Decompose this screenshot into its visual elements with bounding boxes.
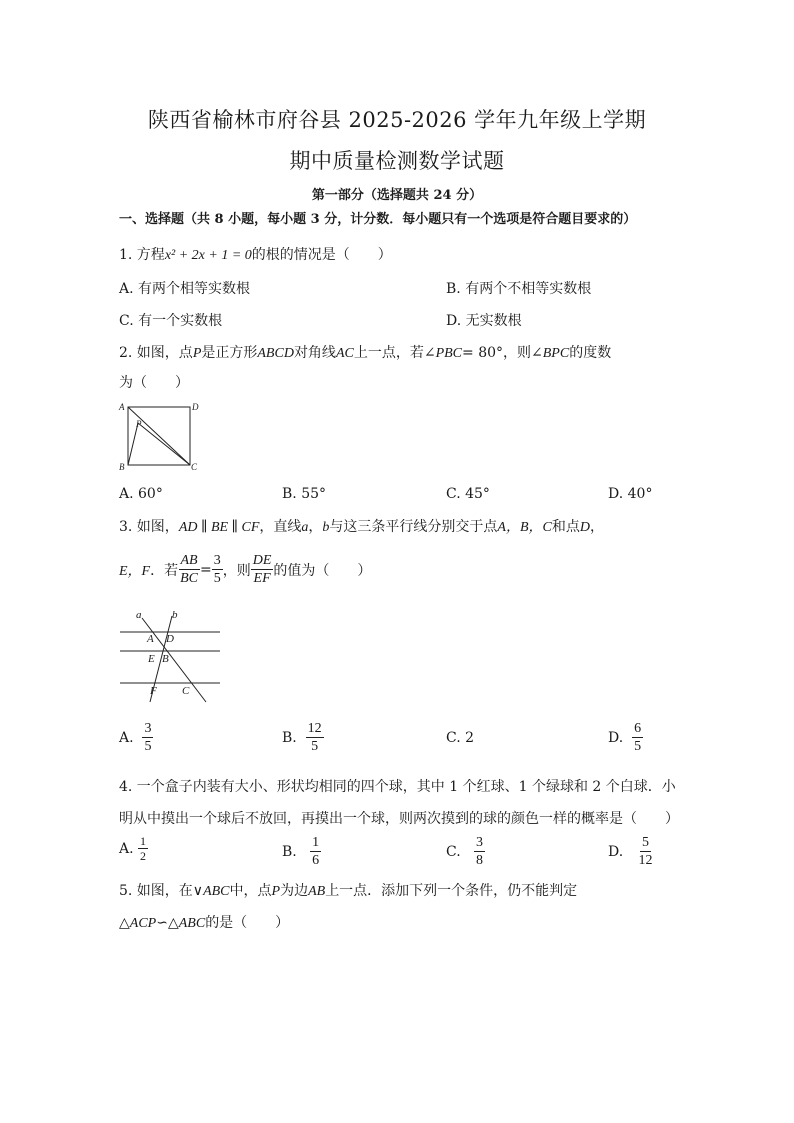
question-4-line2: 明从中摸出一个球后不放回，再摸出一个球，则两次摸到的球的颜色一样的概率是（ ） bbox=[119, 811, 679, 827]
q3-option-a-letter: A. bbox=[119, 729, 134, 746]
label-p: P bbox=[136, 419, 142, 429]
q1-suffix: 的根的情况是（ ） bbox=[251, 247, 392, 263]
q3-line-a: a bbox=[301, 520, 309, 535]
q3-text-g: ．若 bbox=[150, 562, 179, 579]
page-title-line2: 期中质量检测数学试题 bbox=[289, 149, 505, 173]
q4-option-c-frac bbox=[474, 834, 485, 869]
q3-parallel-lines: AD ∥ BE ∥ CF bbox=[178, 520, 260, 535]
q3-text-h: ，则 bbox=[222, 562, 251, 579]
label-d: D bbox=[192, 402, 199, 412]
q3-points-abc: A，B，C bbox=[497, 520, 552, 535]
q5-triangle-abc: ABC bbox=[203, 884, 230, 899]
label-e-point: E bbox=[148, 653, 155, 665]
q5-text-a: 5. 如图，在∨ bbox=[119, 883, 204, 899]
q3-given-num: AB bbox=[180, 553, 198, 568]
question-4-line1: 4. 一个盒子内装有大小、形状均相同的四个球，其中 1 个红球、1 个绿球和 2 个白球．小 bbox=[119, 779, 676, 795]
q5-triangle-acp: ACP bbox=[129, 916, 157, 931]
q3-given-value bbox=[212, 552, 223, 587]
question-5-line2 bbox=[119, 912, 289, 932]
q3-option-d-den: 5 bbox=[634, 739, 642, 754]
q2-text-c: 对角线 bbox=[293, 345, 336, 361]
q3-option-a-num: 3 bbox=[144, 721, 152, 736]
segment-pc bbox=[138, 423, 190, 465]
q4-option-b-num: 1 bbox=[312, 835, 320, 850]
q4-option-c-letter: C. bbox=[446, 843, 461, 860]
q2-text-a: 2. 如图，点 bbox=[119, 345, 193, 361]
q2-square-abcd: ABCD bbox=[257, 346, 294, 361]
q3-text-f: ， bbox=[589, 519, 604, 535]
label-line-a: a bbox=[136, 609, 142, 621]
label-a: A bbox=[119, 402, 125, 412]
question-3-line1 bbox=[119, 516, 604, 536]
q3-option-a[interactable] bbox=[119, 720, 153, 755]
q3-text-b: ，直线 bbox=[259, 519, 302, 535]
label-line-b: b bbox=[172, 609, 178, 621]
q2-angle-bpc: BPC bbox=[542, 346, 570, 361]
q3-option-d-num: 6 bbox=[634, 721, 642, 736]
q5-side-ab: AB bbox=[308, 884, 326, 899]
q5-triangle-abc-2: ABC bbox=[178, 916, 206, 931]
q3-given-ratio bbox=[178, 552, 200, 587]
q4-option-c[interactable] bbox=[446, 834, 485, 869]
q1-option-d[interactable]: D. 无实数根 bbox=[446, 313, 522, 329]
q4-option-c-num: 3 bbox=[476, 835, 484, 850]
segment-bp bbox=[128, 423, 138, 465]
q4-option-d-den: 12 bbox=[638, 853, 653, 868]
q3-text-i: 的值为（ ） bbox=[273, 562, 372, 579]
q2-diagonal-ac: AC bbox=[335, 346, 354, 361]
q4-option-d[interactable] bbox=[608, 834, 655, 869]
q5-point-p: P bbox=[271, 884, 281, 899]
q4-option-b-letter: B. bbox=[282, 843, 297, 860]
label-d-point: D bbox=[166, 633, 174, 645]
q4-option-b-den: 6 bbox=[312, 853, 320, 868]
q4-option-c-den: 8 bbox=[476, 853, 484, 868]
q4-option-a[interactable] bbox=[119, 834, 148, 863]
q2-option-a[interactable]: A. 60° bbox=[119, 486, 163, 502]
q3-ask-ratio bbox=[251, 552, 274, 587]
q3-option-a-frac bbox=[142, 720, 153, 755]
q3-points-ef: E，F bbox=[119, 563, 151, 579]
q3-option-d[interactable] bbox=[608, 720, 643, 755]
label-c: C bbox=[191, 462, 198, 472]
q3-ask-num: DE bbox=[252, 553, 272, 568]
q3-given-value-den: 5 bbox=[213, 571, 221, 586]
q4-option-d-letter: D. bbox=[608, 843, 624, 860]
q3-given-den: BC bbox=[180, 571, 198, 586]
q3-equals: = bbox=[200, 561, 212, 578]
q4-option-d-frac bbox=[637, 834, 655, 869]
q3-text-a: 3. 如图， bbox=[119, 519, 179, 535]
q3-point-d: D bbox=[579, 520, 590, 535]
q1-equation: x² + 2x + 1 = 0 bbox=[164, 248, 252, 263]
label-b-point: B bbox=[162, 653, 169, 665]
q3-text-e: 和点 bbox=[551, 519, 580, 535]
label-c-point: C bbox=[182, 685, 190, 697]
q4-option-a-letter: A. bbox=[119, 840, 134, 857]
question-3-line2 bbox=[119, 552, 371, 587]
q3-parallel-figure bbox=[116, 606, 226, 704]
q3-option-c[interactable]: C. 2 bbox=[446, 730, 475, 746]
part-heading: 第一部分（选择题共 24 分） bbox=[311, 188, 483, 203]
q1-option-c[interactable]: C. 有一个实数根 bbox=[119, 313, 223, 329]
q3-option-b-den: 5 bbox=[311, 739, 319, 754]
q3-text-d: 与这三条平行线分别交于点 bbox=[329, 519, 498, 535]
q5-text-c: 为边 bbox=[280, 883, 309, 899]
q3-option-b-letter: B. bbox=[282, 729, 297, 746]
question-2-line2: 为（ ） bbox=[119, 375, 189, 391]
q3-option-b-frac bbox=[306, 720, 324, 755]
q2-option-c[interactable]: C. 45° bbox=[446, 486, 490, 502]
page-title-line1: 陕西省榆林市府谷县 2025-2026 学年九年级上学期 bbox=[147, 108, 647, 132]
q5-text-g: 的是（ ） bbox=[205, 915, 290, 931]
q4-option-b-frac bbox=[310, 834, 321, 869]
q3-ask-den: EF bbox=[253, 571, 271, 586]
q2-text-e: = 80°，则∠ bbox=[462, 345, 543, 361]
label-f-point: F bbox=[150, 685, 157, 697]
q3-option-a-den: 5 bbox=[144, 739, 152, 754]
q3-given-value-num: 3 bbox=[213, 553, 221, 568]
q2-angle-pbc: PBC bbox=[435, 346, 463, 361]
q4-option-b[interactable] bbox=[282, 834, 321, 869]
label-b: B bbox=[119, 462, 125, 472]
q2-square-figure bbox=[116, 398, 206, 476]
q2-option-d[interactable]: D. 40° bbox=[608, 486, 653, 502]
q2-text-b: 是正方形 bbox=[201, 345, 258, 361]
q4-option-a-den: 2 bbox=[140, 849, 147, 863]
question-2-line1 bbox=[119, 342, 611, 362]
q2-option-b[interactable]: B. 55° bbox=[282, 486, 327, 502]
question-5-line1 bbox=[119, 880, 577, 900]
q5-text-f: ∽△ bbox=[156, 915, 179, 931]
q4-option-a-num: 1 bbox=[140, 834, 147, 848]
section-heading: 一、选择题（共 8 小题，每小题 3 分，计分数．每小题只有一个选项是符合题目要求的） bbox=[119, 212, 637, 227]
q2-point-p: P bbox=[192, 346, 202, 361]
q1-option-a[interactable]: A. 有两个相等实数根 bbox=[119, 281, 251, 297]
q5-text-b: 中，点 bbox=[229, 883, 272, 899]
q4-option-d-num: 5 bbox=[642, 835, 650, 850]
label-a-point: A bbox=[147, 633, 154, 645]
q3-text-c: ， bbox=[308, 519, 323, 535]
q5-text-d: 上一点．添加下列一个条件，仍不能判定 bbox=[325, 883, 578, 899]
q2-text-f: 的度数 bbox=[569, 345, 612, 361]
q3-option-b[interactable] bbox=[282, 720, 324, 755]
q3-line-b: b bbox=[322, 520, 330, 535]
q5-text-e: △ bbox=[119, 915, 130, 931]
diagonal-ac-line bbox=[128, 407, 190, 465]
question-1 bbox=[119, 244, 392, 264]
q4-option-a-frac bbox=[138, 834, 148, 863]
q1-prefix: 1. 方程 bbox=[119, 247, 165, 263]
q3-option-d-letter: D. bbox=[608, 729, 624, 746]
q2-text-d: 上一点，若∠ bbox=[353, 345, 436, 361]
q3-option-b-num: 12 bbox=[307, 721, 322, 736]
q1-option-b[interactable]: B. 有两个不相等实数根 bbox=[446, 281, 592, 297]
q3-option-d-frac bbox=[632, 720, 643, 755]
